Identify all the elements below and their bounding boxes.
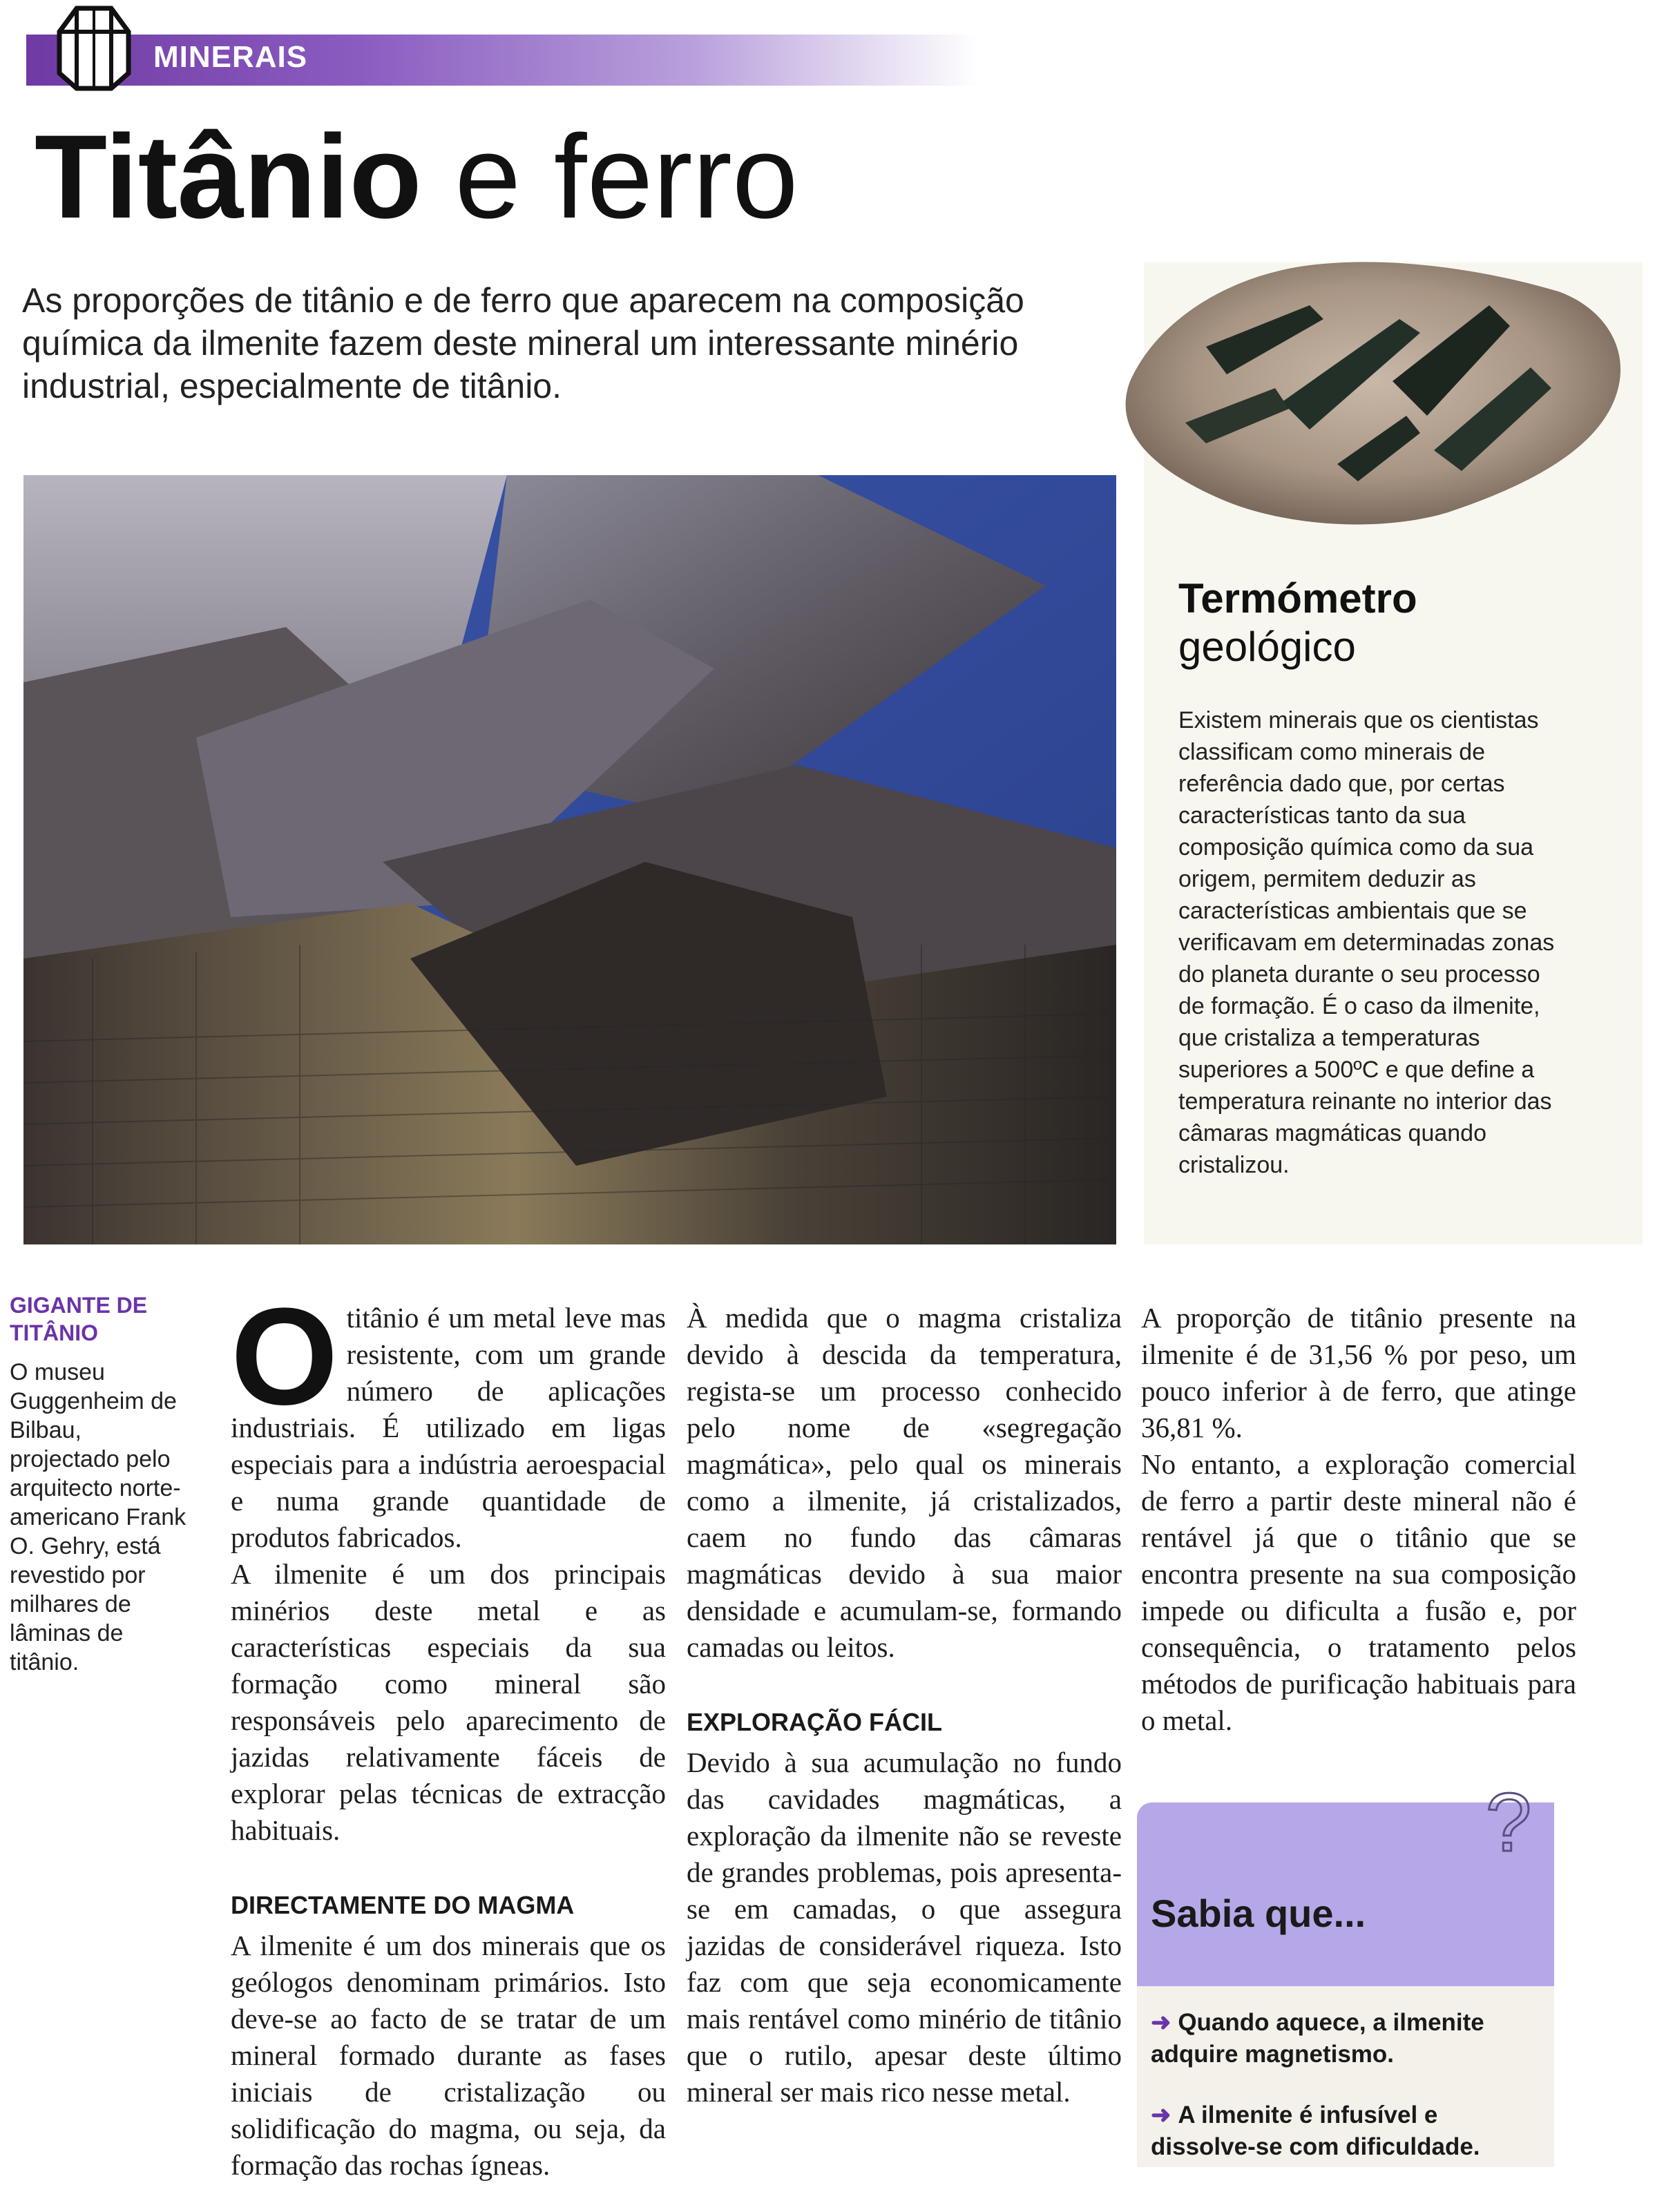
paragraph: No entanto, a exploração comercial de ferro a partir deste mineral não é rentável já que o titânio que se encontra presente na sua composição impede ou dificulta a fusão e, por consequência, o tratamento pelos métodos de purificação habituais para o metal.: [1141, 1448, 1576, 1736]
article-column-2: [687, 1300, 1122, 2110]
question-mark-icon: [1473, 1782, 1544, 1865]
title-rest: e ferro: [421, 110, 798, 243]
tip-item-text: Quando aquece, a ilmenite adquire magnetismo.: [1151, 2009, 1484, 2068]
lead-paragraph: As proporções de titânio e de ferro que aparecem na composição química da ilmenite fazem deste mineral um interessante minério industrial, especialmente de titânio.: [22, 281, 1024, 405]
arrow-right-icon: ➜: [1151, 2102, 1171, 2128]
ilmenite-rock-image: [1102, 243, 1627, 540]
sidebar-title: [1178, 575, 1417, 671]
paragraph: Devido à sua acumulação no fundo das cavidades magmáticas, a exploração da ilmenite não se reveste de grandes problemas, pois apresenta-se em camadas, o que assegura jazidas de considerável riqueza. Isto faz com que seja economicamente mais rentável como minério de titânio que o rutilo, apesar deste último mineral ser mais rico nesse metal.: [687, 1747, 1122, 2108]
subheading: DIRECTAMENTE DO MAGMA: [231, 1891, 575, 1919]
paragraph: A ilmenite é um dos principais minérios deste metal e as características especiais da sua formação como mineral são responsáveis pelo aparecimento de jazidas relativamente fáceis de explorar pelas técnicas de extracção habituais.: [231, 1558, 666, 1846]
article-column-1: [231, 1280, 666, 2184]
sidebar-text: Existem minerais que os cientistas classificam como minerais de referência dado que, por certas características tanto da sua composição química como da sua origem, permitem deduzir as características ambientais que se verificavam em determinadas zonas do planeta durante o seu processo de formação. É o caso da ilmenite, que cristaliza a temperaturas superiores a 500ºC e que define a temperatura reinante no interior das câmaras magmáticas quando cristalizou.: [1178, 707, 1555, 1178]
title-bold: Titânio: [35, 110, 422, 243]
page-title: [35, 110, 798, 243]
tip-item-text: A ilmenite é infusível e dissolve-se com dificuldade.: [1151, 2102, 1480, 2160]
caption-title: GIGANTE DE TITÂNIO: [10, 1293, 148, 1345]
tip-item: [1151, 2099, 1538, 2163]
paragraph: A ilmenite é um dos minerais que os geólogos denominam primários. Isto deve-se ao facto de se tratar de um mineral formado durante as fases iniciais de cristalização ou solidificação do magma, ou seja, da formação das rochas ígneas.: [231, 1930, 666, 2181]
paragraph: titânio é um metal leve mas resistente, com um grande número de aplicações industriais. É utilizado em ligas especiais para a indústria aeroespacial e numa grande quantidade de produtos fabricados.: [231, 1302, 666, 1553]
paragraph: À medida que o magma cristaliza devido à descida da temperatura, regista-se um processo conhecido pelo nome de «segregação magmática», pelo qual os minerais como a ilmenite, já cristalizados, caem no fundo das câmaras magmáticas devido à sua maior densidade e acumulam-se, formando camadas ou leitos.: [687, 1302, 1122, 1663]
caption-text: O museu Guggenheim de Bilbau, projectado pelo arquitecto norte-americano Frank O. Gehry, está revestido por milhares de lâminas de titânio.: [10, 1359, 186, 1675]
sidebar-title-rest: geológico: [1178, 624, 1356, 670]
sidebar-title-bold: Termómetro: [1178, 575, 1417, 622]
svg-text:?: ?: [1485, 1782, 1532, 1865]
section-label: MINERAIS: [153, 40, 308, 74]
paragraph: A proporção de titânio presente na ilmenite é de 31,56 % por peso, um pouco inferior à de ferro, que atinge 36,81 %.: [1141, 1302, 1576, 1443]
tip-item: [1151, 2007, 1538, 2070]
crystal-icon: [46, 4, 142, 93]
dropcap: O: [231, 1280, 338, 1434]
article-column-3: [1141, 1300, 1576, 1739]
subheading: EXPLORAÇÃO FÁCIL: [687, 1708, 943, 1736]
arrow-right-icon: ➜: [1151, 2009, 1171, 2036]
tip-title: Sabia que...: [1151, 1892, 1366, 1935]
guggenheim-photo: [23, 475, 1116, 1244]
